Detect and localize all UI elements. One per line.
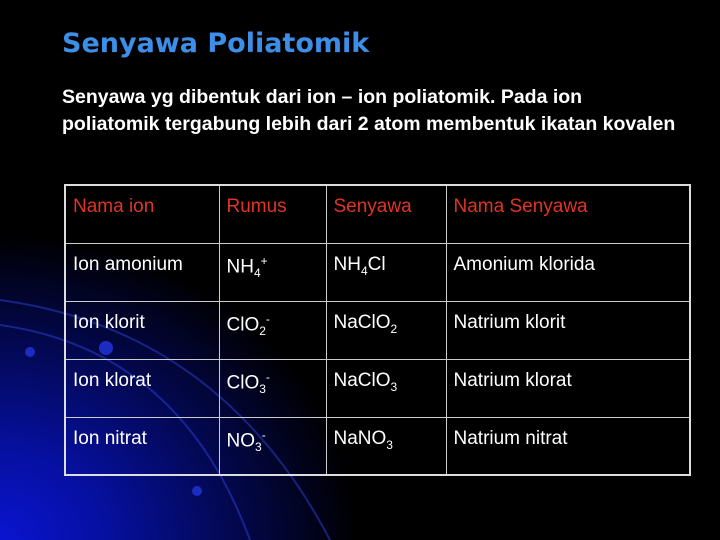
formula: ClO$_3$- xyxy=(219,359,326,417)
ion-name: Ion nitrat xyxy=(65,417,219,475)
decorative-dot xyxy=(25,347,35,357)
compound-name: Natrium klorit xyxy=(446,301,690,359)
compound: NaClO$_2$ xyxy=(326,301,446,359)
compound-name: Amonium klorida xyxy=(446,243,690,301)
header-cell: Nama ion xyxy=(65,185,219,243)
intro-text: Senyawa yg dibentuk dari ion – ion poliatomik. Pada ion poliatomik tergabung lebih dari 2 atom membentuk ikatan kovalen xyxy=(62,86,676,135)
formula: $NO_3^-$ xyxy=(219,417,326,475)
header-cell: Senyawa xyxy=(326,185,446,243)
decorative-dot xyxy=(192,486,202,496)
formula: ClO$_2$- xyxy=(219,301,326,359)
formula: $NH_4^+$ xyxy=(219,243,326,301)
table-row xyxy=(65,301,690,359)
header-cell: Rumus xyxy=(219,185,326,243)
ion-name: Ion klorat xyxy=(65,359,219,417)
compound-name: Natrium klorat xyxy=(446,359,690,417)
compound: $NH_4Cl$ xyxy=(326,243,446,301)
ion-table xyxy=(64,184,691,476)
slide-title: Senyawa Poliatomik xyxy=(62,28,370,59)
compound-name: Natrium nitrat xyxy=(446,417,690,475)
header-cell: Nama Senyawa xyxy=(446,185,690,243)
ion-name: Ion klorit xyxy=(65,301,219,359)
compound: NaClO$_3$ xyxy=(326,359,446,417)
table-header-row xyxy=(65,185,690,243)
table-row xyxy=(65,417,690,475)
table-row xyxy=(65,359,690,417)
table-row xyxy=(65,243,690,301)
ion-name: Ion amonium xyxy=(65,243,219,301)
compound: NaNO$_3$ xyxy=(326,417,446,475)
